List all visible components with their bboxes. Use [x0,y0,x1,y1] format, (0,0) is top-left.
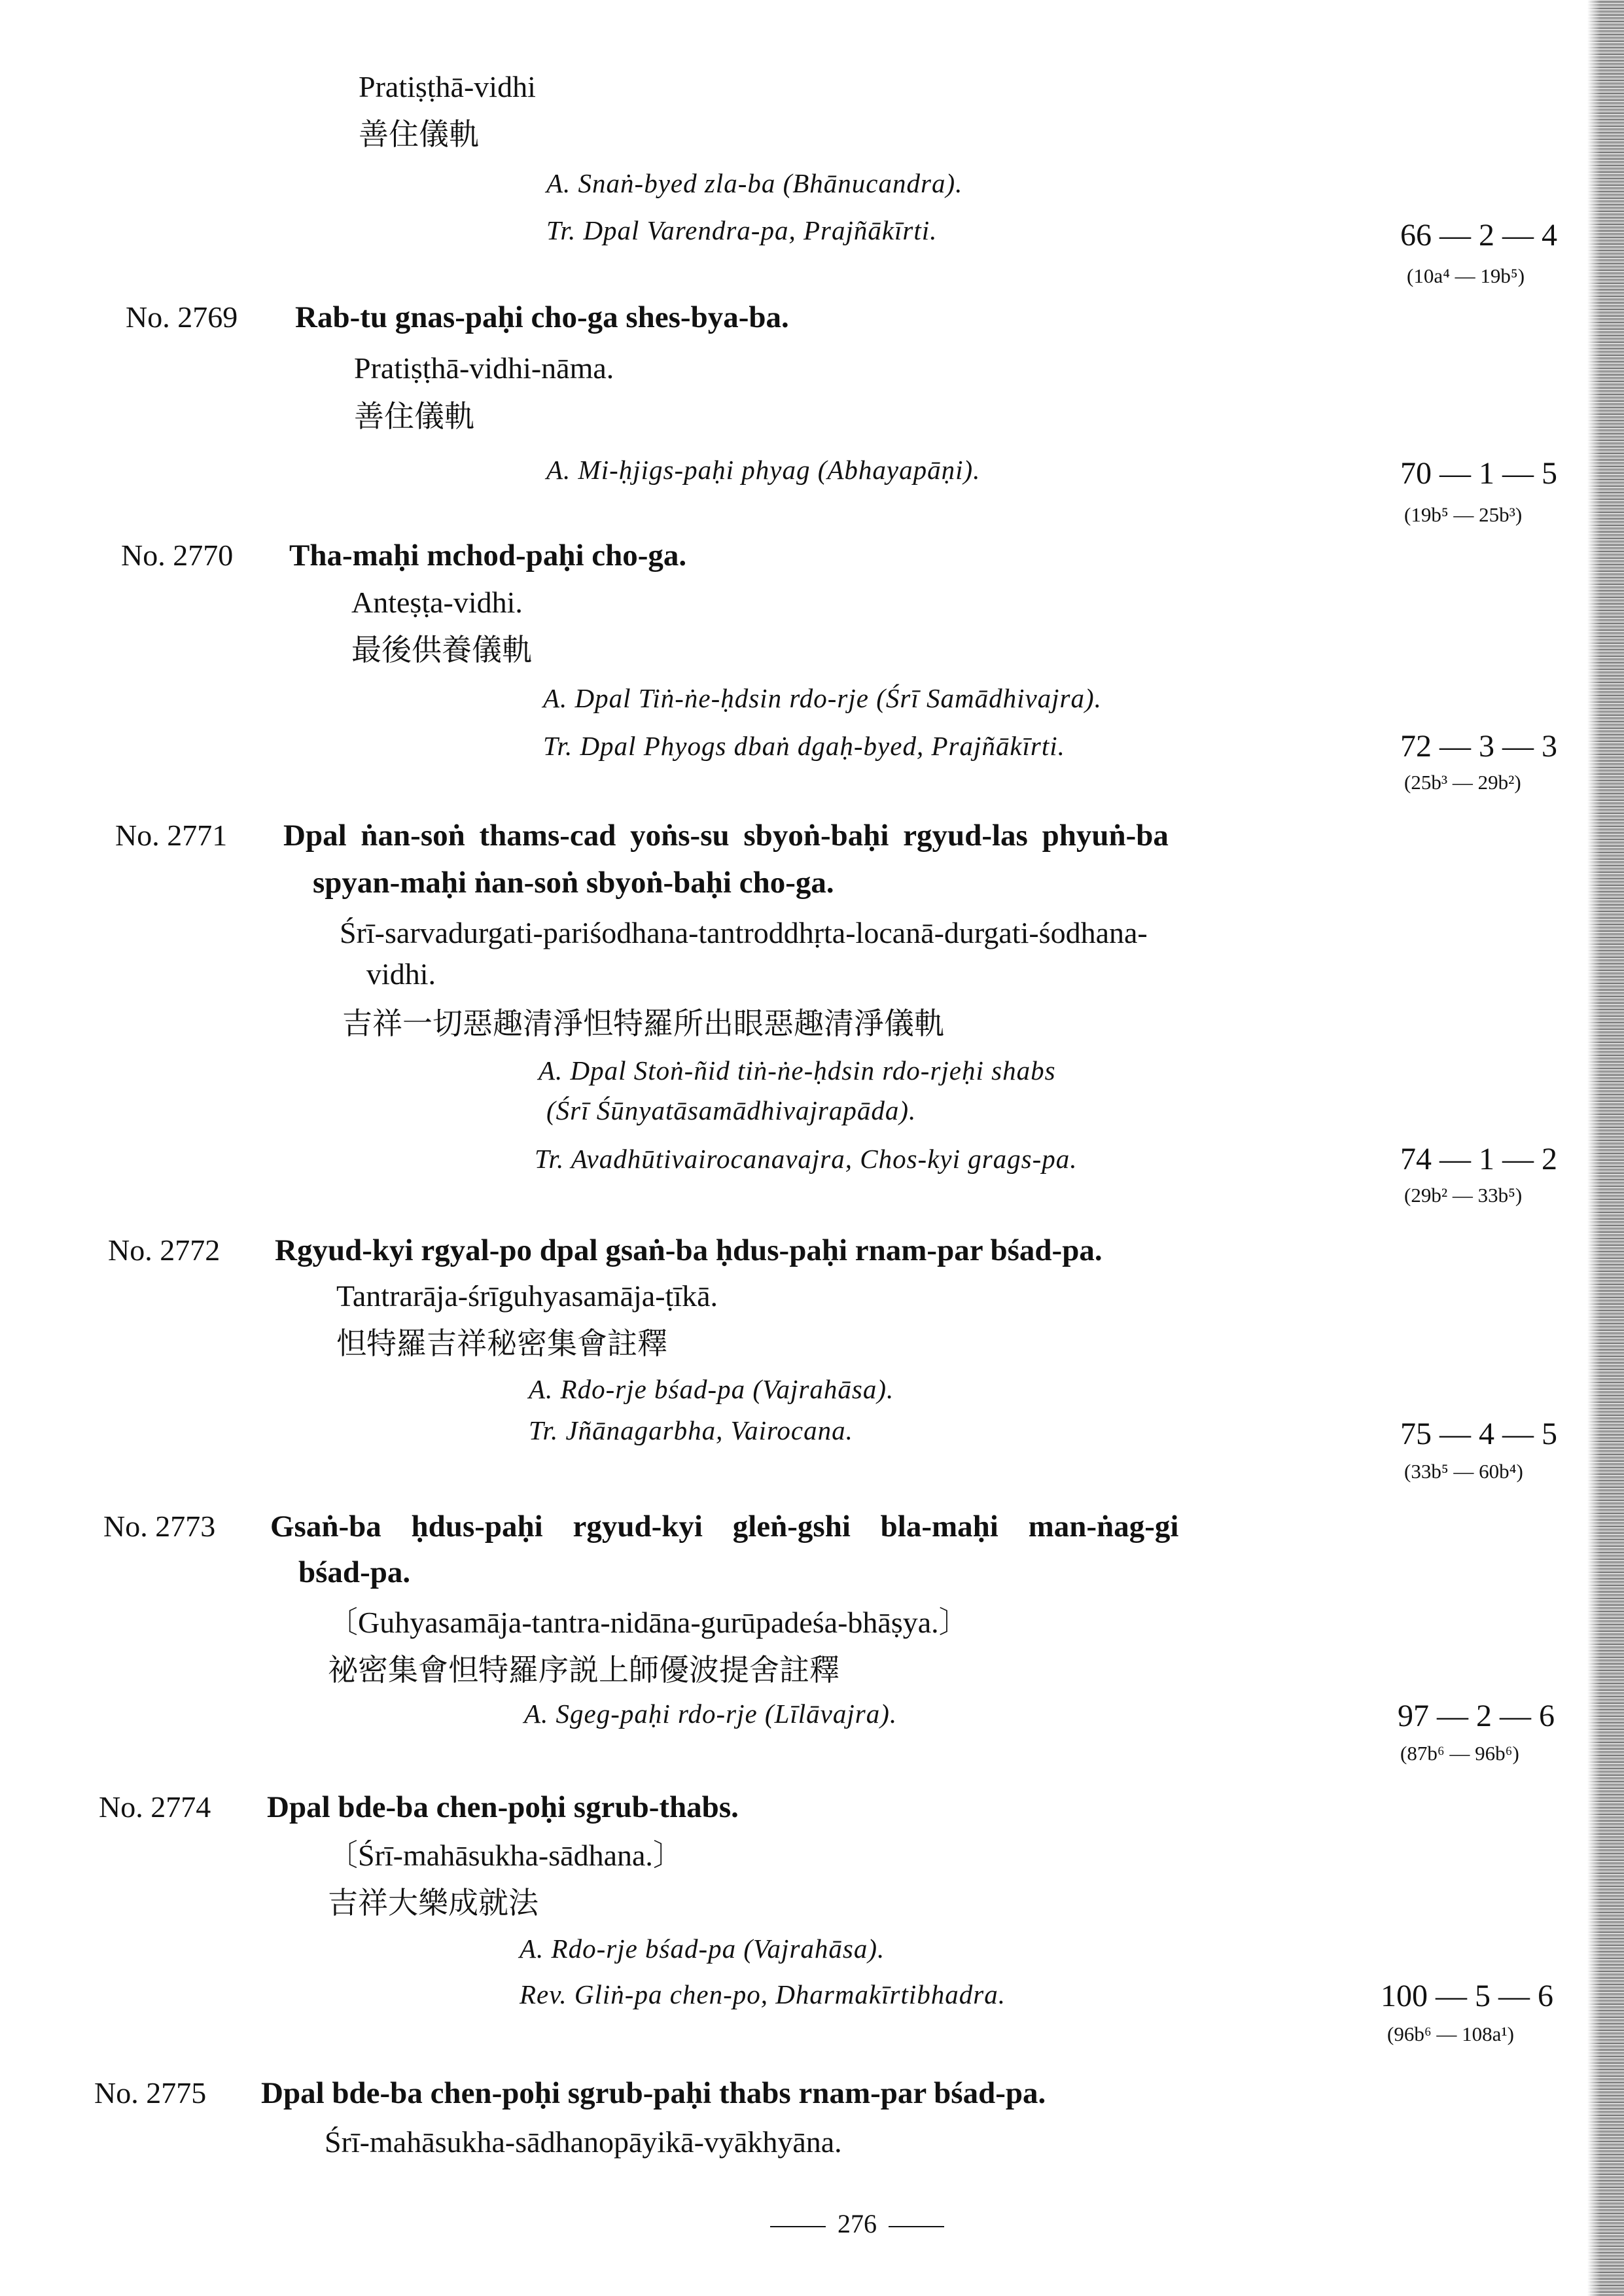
entry-title-cont: bśad-pa. [298,1555,411,1589]
entry-ref: 97 — 2 — 6 [1398,1699,1555,1733]
intro-author: A. Snaṅ-byed zla-ba (Bhānucandra). [546,168,963,198]
entry-chinese: 怛特羅吉祥秘密集會註釋 [336,1326,667,1361]
intro-folio: (10a⁴ — 19b⁵) [1407,264,1525,287]
entry-number: No. 2769 [126,300,238,334]
divider [889,2226,944,2227]
intro-sanskrit: Pratiṣṭhā-vidhi [359,70,536,103]
entry-title: Rgyud-kyi rgyal-po dpal gsaṅ-ba ḥdus-paḥi rnam-par bśad-pa. [275,1233,1103,1267]
entry-sanskrit: Tantrarāja-śrīguhyasamāja-ṭīkā. [336,1279,718,1313]
entry-number: No. 2774 [99,1790,211,1824]
entry-ref: 74 — 1 — 2 [1400,1142,1557,1176]
entry-chinese: 吉祥一切惡趣清淨怛特羅所出眼惡趣清淨儀軌 [342,1006,944,1041]
entry-ref: 75 — 4 — 5 [1400,1417,1557,1451]
entry-folio: (96b⁶ — 108a¹) [1387,2022,1515,2045]
entry-number: No. 2770 [121,539,234,572]
entry-title: Dpal bde-ba chen-poḥi sgrub-paḥi thabs rnam-par bśad-pa. [261,2076,1046,2110]
entry-ref: 70 — 1 — 5 [1400,456,1557,491]
page-number-text: 276 [838,2209,877,2238]
entry-folio: (33b⁵ — 60b⁴) [1404,1460,1523,1483]
entry-title: Tha-maḥi mchod-paḥi cho-ga. [289,539,687,573]
entry-credit: Tr. Dpal Phyogs dbaṅ dgaḥ-byed, Prajñākīrti. [543,731,1065,761]
entry-sanskrit: 〔Guhyasamāja-tantra-nidāna-gurūpadeśa-bhāṣya.〕 [328,1606,969,1639]
entry-title: Dpal bde-ba chen-poḥi sgrub-thabs. [267,1790,739,1824]
entry-sanskrit: Anteṣṭa-vidhi. [351,586,523,619]
entry-credit: Tr. Jñānagarbha, Vairocana. [529,1415,853,1445]
entry-sanskrit: Śrī-sarvadurgati-pariśodhana-tantroddhṛta-locanā-durgati-śodhana- [340,916,1148,949]
entry-title: Gsaṅ-ba ḥdus-paḥi rgyud-kyi gleṅ-gshi bla-maḥi man-ṅag-gi [270,1510,1179,1544]
entry-credit: Rev. Gliṅ-pa chen-po, Dharmakīrtibhadra. [520,1979,1006,2009]
entry-sanskrit: Pratiṣṭhā-vidhi-nāma. [354,351,614,385]
entry-number: No. 2772 [108,1233,221,1267]
entry-number: No. 2773 [103,1510,216,1543]
entry-title: Rab-tu gnas-paḥi cho-ga shes-bya-ba. [295,300,789,334]
entry-sanskrit-cont: vidhi. [366,957,436,991]
entry-credit: A. Dpal Tiṅ-ṅe-ḥdsin rdo-rje (Śrī Samādhivajra). [543,683,1102,713]
entry-credit: A. Mi-ḥjigs-paḥi phyag (Abhayapāṇi). [546,455,981,485]
entry-credit: A. Rdo-rje bśad-pa (Vajrahāsa). [520,1934,885,1964]
divider [770,2226,826,2227]
entry-credit: Tr. Avadhūtivairocanavajra, Chos-kyi grags-pa. [535,1144,1078,1174]
entry-title: Dpal ṅan-soṅ thams-cad yoṅs-su sbyoṅ-baḥi rgyud-las phyuṅ-ba [283,819,1169,853]
entry-ref: 100 — 5 — 6 [1381,1979,1553,2013]
entry-chinese: 善住儀軌 [354,398,474,434]
entry-folio: (87b⁶ — 96b⁶) [1400,1742,1519,1765]
entry-number: No. 2771 [115,819,228,852]
entry-chinese: 祕密集會怛特羅序説上師優波提舍註釋 [328,1652,839,1687]
page-number [752,2208,962,2239]
entry-credit: A. Rdo-rje bśad-pa (Vajrahāsa). [529,1374,894,1404]
entry-credit: (Śrī Śūnyatāsamādhivajrapāda). [546,1095,917,1125]
entry-sanskrit: 〔Śrī-mahāsukha-sādhana.〕 [328,1839,683,1872]
entry-folio: (25b³ — 29b²) [1404,771,1521,794]
entry-chinese: 最後供養儀軌 [351,632,532,667]
entry-title-cont: spyan-maḥi ṅan-soṅ sbyoṅ-baḥi cho-ga. [313,866,834,900]
intro-chinese: 善住儀軌 [359,116,479,152]
entry-sanskrit: Śrī-mahāsukha-sādhanopāyikā-vyākhyāna. [325,2125,842,2159]
entry-folio: (29b² — 33b⁵) [1404,1184,1523,1207]
entry-chinese: 吉祥大樂成就法 [328,1885,538,1920]
entry-folio: (19b⁵ — 25b³) [1404,503,1523,526]
intro-translator: Tr. Dpal Varendra-pa, Prajñākīrti. [546,215,938,245]
intro-ref: 66 — 2 — 4 [1400,218,1557,253]
scan-edge-shadow [1587,0,1624,2296]
entry-credit: A. Dpal Stoṅ-ñid tiṅ-ṅe-ḥdsin rdo-rjeḥi shabs [538,1055,1056,1086]
entry-ref: 72 — 3 — 3 [1400,729,1557,764]
entry-credit: A. Sgeg-paḥi rdo-rje (Līlāvajra). [524,1699,898,1729]
entry-number: No. 2775 [94,2076,207,2110]
